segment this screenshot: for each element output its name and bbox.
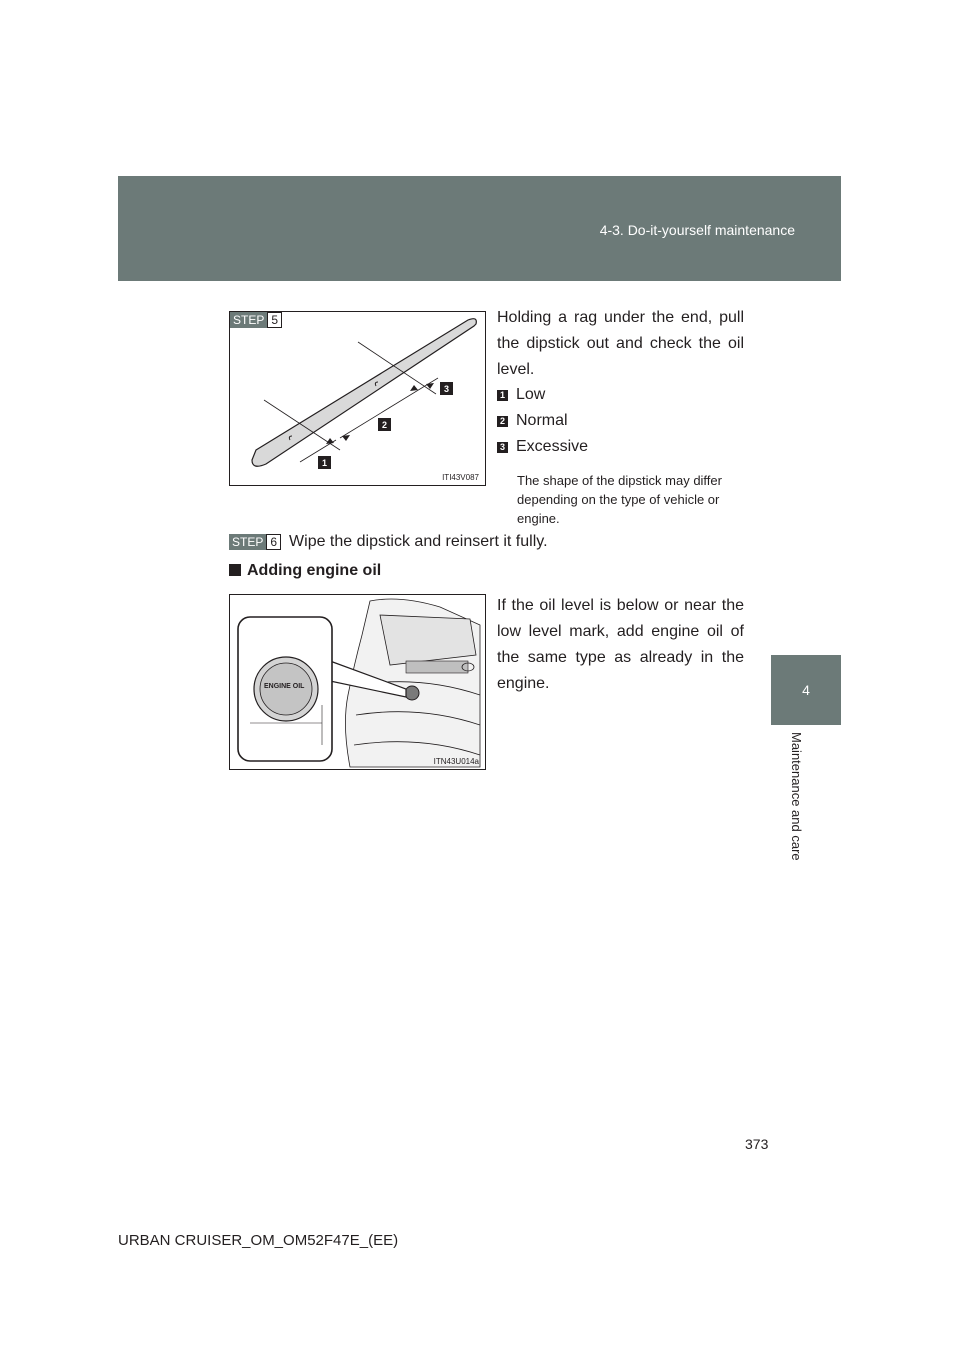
level-low-label: Low xyxy=(516,386,546,403)
adding-oil-heading xyxy=(229,562,381,580)
page-number: 373 xyxy=(745,1136,769,1152)
dipstick-illustration xyxy=(230,312,485,485)
figure-code: ITN43U014a xyxy=(433,757,479,766)
number-3-icon: 3 xyxy=(497,442,508,453)
number-1-icon: 1 xyxy=(497,390,508,401)
step5-word: STEP xyxy=(230,312,267,328)
footer-code: URBAN CRUISER_OM_OM52F47E_(EE) xyxy=(118,1232,399,1249)
adding-oil-heading-text: Adding engine oil xyxy=(247,562,382,579)
step6-text: Wipe the dipstick and reinsert it fully. xyxy=(289,533,548,550)
adding-oil-text: If the oil level is below or near the low level mark, add engine oil of the same type as already in the engine. xyxy=(497,597,744,692)
engine-oil-cap-label: ENGINE OIL xyxy=(264,683,305,690)
square-bullet-icon xyxy=(229,564,241,576)
callout-3: 3 xyxy=(440,382,453,395)
figure-code: ITI43V087 xyxy=(442,473,479,482)
step6-word: STEP xyxy=(229,534,266,550)
number-2-icon: 2 xyxy=(497,416,508,427)
list-item xyxy=(497,382,588,408)
chapter-label: Maintenance and care xyxy=(789,732,804,861)
step6 xyxy=(229,533,548,551)
step5-badge xyxy=(230,312,282,328)
dipstick-figure xyxy=(229,311,486,486)
list-item xyxy=(497,434,588,460)
step5-text: Holding a rag under the end, pull the dipstick out and check the oil level. xyxy=(497,309,744,378)
list-item xyxy=(497,408,588,434)
oil-level-list xyxy=(497,382,588,460)
step5-number: 5 xyxy=(267,312,282,328)
callout-1: 1 xyxy=(318,456,331,469)
step6-number: 6 xyxy=(266,534,281,550)
step6-badge xyxy=(229,534,281,550)
engine-oil-figure xyxy=(229,594,486,770)
level-excessive-label: Excessive xyxy=(516,438,589,455)
callout-2: 2 xyxy=(378,418,391,431)
header-band xyxy=(118,176,841,281)
dipstick-note: The shape of the dipstick may differ depending on the type of vehicle or engine. xyxy=(517,473,722,526)
chapter-number: 4 xyxy=(802,682,810,698)
chapter-tab[interactable] xyxy=(771,655,841,725)
section-title: 4-3. Do-it-yourself maintenance xyxy=(599,222,795,238)
engine-bay-illustration xyxy=(230,595,485,769)
level-normal-label: Normal xyxy=(516,412,568,429)
